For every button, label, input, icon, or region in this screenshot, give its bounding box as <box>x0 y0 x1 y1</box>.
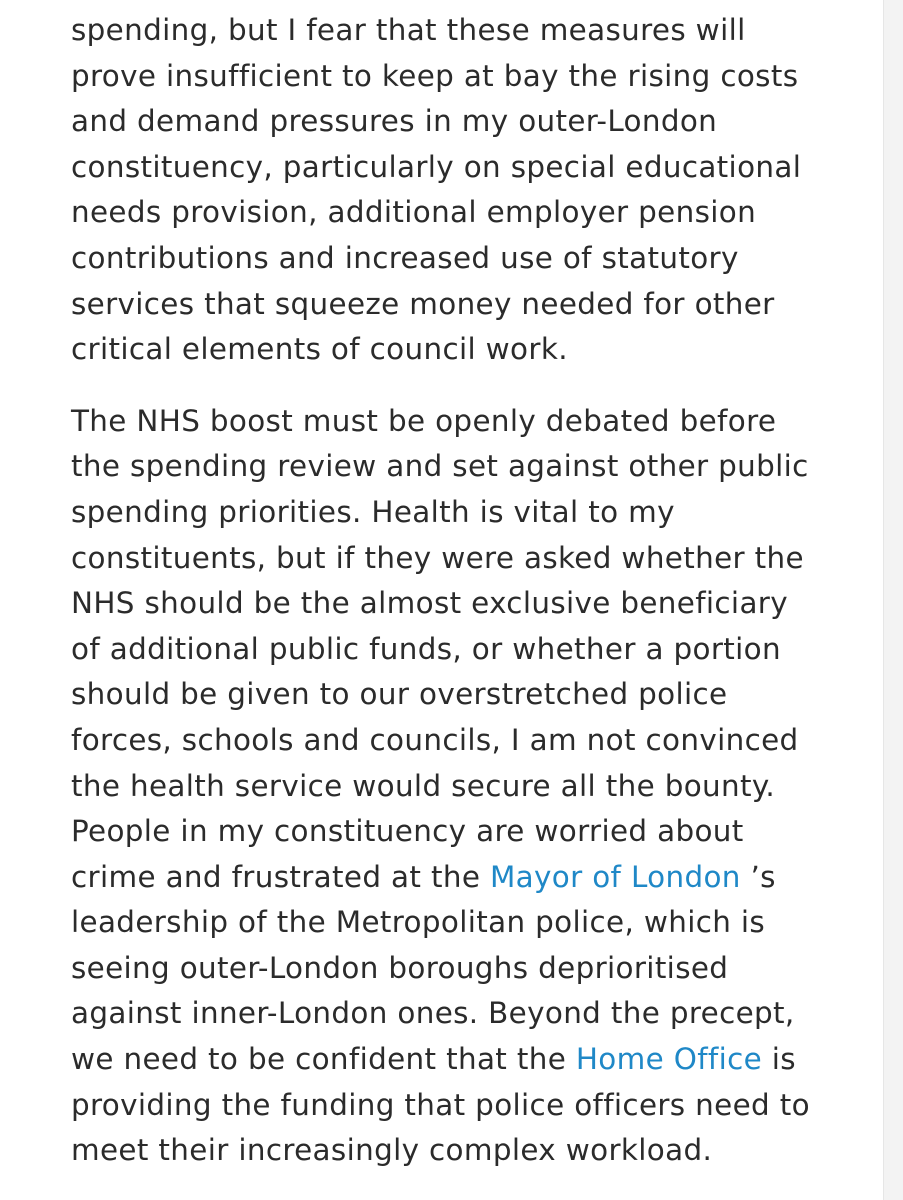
text-line <box>71 855 861 901</box>
text-run: the health service would secure all the bounty. <box>71 768 776 803</box>
text-run: The NHS boost must be openly debated before <box>71 403 777 438</box>
text-run: and demand pressures in my outer-London <box>71 104 718 139</box>
text-run: services that squeeze money needed for other <box>71 286 775 321</box>
text-line <box>71 54 861 100</box>
link-home-office[interactable]: Home Office <box>575 1042 763 1077</box>
text-line <box>71 444 861 490</box>
text-line <box>71 190 861 236</box>
text-line <box>71 672 861 718</box>
text-line <box>71 1083 861 1129</box>
text-run: People in my constituency are worried about <box>71 814 744 849</box>
text-line <box>71 99 861 145</box>
text-run: leadership of the Metropolitan police, which is <box>71 905 766 940</box>
text-run: against inner-London ones. Beyond the precept, <box>71 996 795 1031</box>
text-line <box>71 536 861 582</box>
text-run: contributions and increased use of statutory <box>71 240 739 275</box>
text-run: is <box>762 1042 796 1077</box>
text-run: NHS should be the almost exclusive beneficiary <box>71 586 788 621</box>
text-run: prove insufficient to keep at bay the rising costs <box>71 58 799 93</box>
text-run: crime and frustrated at the <box>71 859 490 894</box>
article-body <box>71 8 861 1174</box>
text-run: critical elements of council work. <box>71 332 568 367</box>
text-run: we need to be confident that the <box>71 1042 576 1077</box>
text-line <box>71 581 861 627</box>
text-run: meet their increasingly complex workload. <box>71 1133 713 1168</box>
text-line <box>71 991 861 1037</box>
link-mayor-of-london[interactable]: Mayor of London <box>489 859 741 894</box>
text-run: should be given to our overstretched police <box>71 677 728 712</box>
text-run: needs provision, additional employer pension <box>71 195 757 230</box>
text-line <box>71 399 861 445</box>
text-run: seeing outer-London boroughs deprioritised <box>71 950 729 985</box>
text-line <box>71 282 861 328</box>
text-line <box>71 809 861 855</box>
scrollbar-track[interactable] <box>883 0 903 1200</box>
text-line <box>71 1037 861 1083</box>
text-line <box>71 900 861 946</box>
text-line <box>71 764 861 810</box>
text-line <box>71 718 861 764</box>
text-line <box>71 8 861 54</box>
text-line <box>71 145 861 191</box>
text-line <box>71 236 861 282</box>
text-run: constituency, particularly on special educational <box>71 149 802 184</box>
article-paragraph <box>71 399 861 1174</box>
text-run: the spending review and set against other public <box>71 449 809 484</box>
text-line <box>71 627 861 673</box>
text-run: of additional public funds, or whether a portion <box>71 631 781 666</box>
text-line <box>71 946 861 992</box>
article-paragraph <box>71 8 861 373</box>
text-line <box>71 327 861 373</box>
text-run: spending, but I fear that these measures will <box>71 13 746 47</box>
text-run: ’s <box>740 859 776 894</box>
text-line <box>71 1128 861 1174</box>
text-run: spending priorities. Health is vital to my <box>71 494 675 529</box>
text-line <box>71 490 861 536</box>
text-run: forces, schools and councils, I am not convinced <box>71 722 799 757</box>
text-run: providing the funding that police officers need to <box>71 1087 810 1122</box>
text-run: constituents, but if they were asked whether the <box>71 540 804 575</box>
